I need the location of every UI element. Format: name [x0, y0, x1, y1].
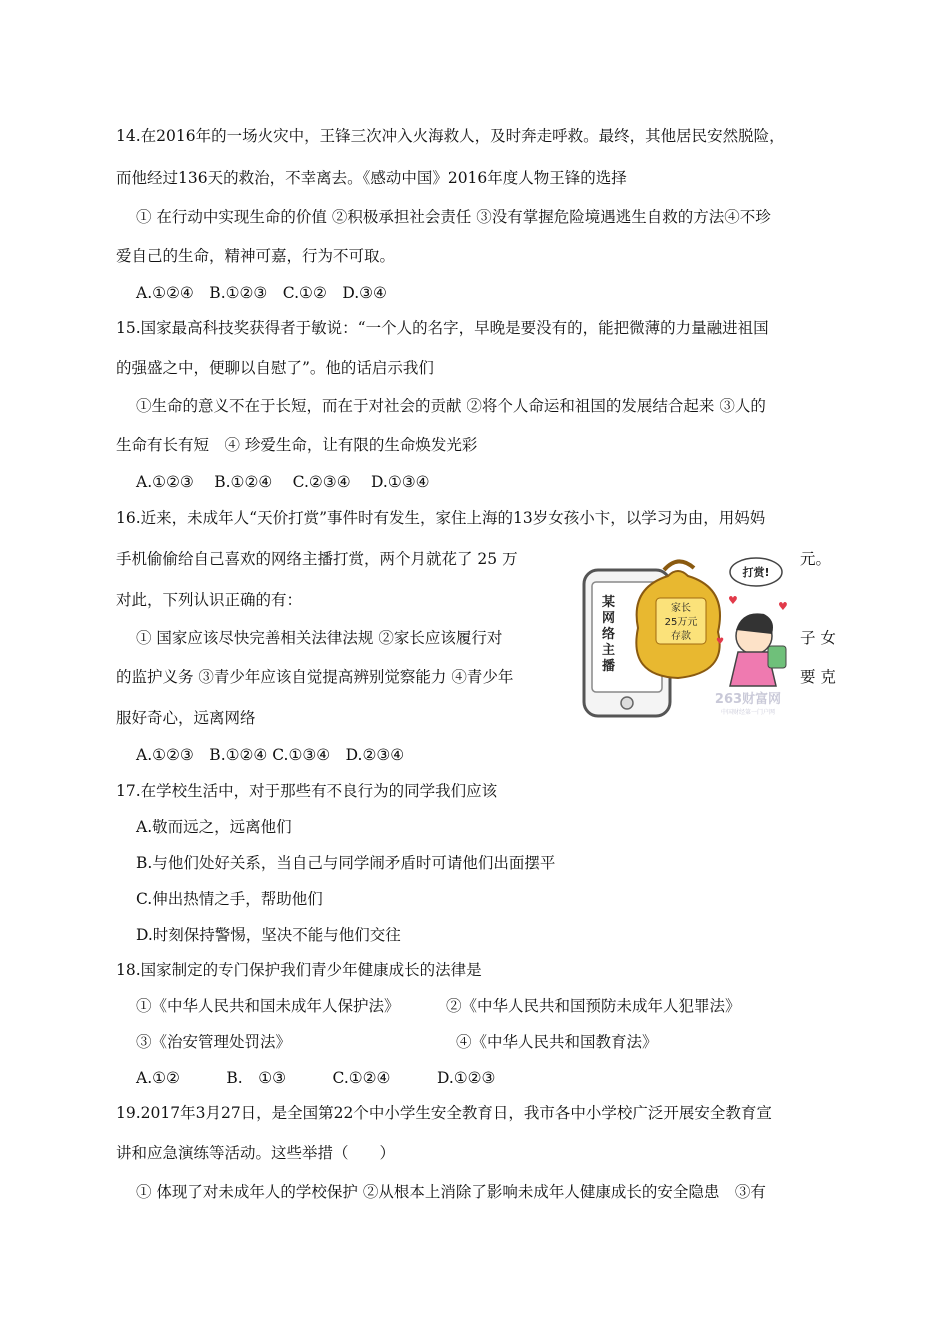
q16-line-2a: 手机偷偷给自己喜欢的网络主播打赏，两个月就花了 25 万: [116, 550, 518, 568]
bag-label-2: 25万元: [664, 617, 698, 628]
q18-options: A.①② B. ①③ C.①②④ D.①②③: [136, 1069, 496, 1087]
cartoon-svg: [578, 548, 796, 720]
heart-icon: ♥: [778, 600, 788, 613]
q17-option-c: C.伸出热情之手，帮助他们: [136, 890, 323, 908]
q14-line-3: ① 在行动中实现生命的价值 ②积极承担社会责任 ③没有掌握危险境遇逃生自救的方法④不珍: [136, 208, 771, 226]
watermark-sub: 中国财经第一门户网: [720, 709, 776, 716]
speech-text: 打赏!: [742, 566, 770, 579]
q16-line-1: 16.近来，未成年人“天价打赏”事件时有发生，家住上海的13岁女孩小卞，以学习为由，用妈妈: [116, 509, 766, 527]
q17-option-b: B.与他们处好关系，当自己与同学闹矛盾时可请他们出面摆平: [136, 854, 556, 872]
q16-line-4a: ① 国家应该尽快完善相关法律法规 ②家长应该履行对: [136, 629, 503, 647]
q14-options: A.①②④ B.①②③ C.①② D.③④: [136, 284, 387, 302]
q17-option-d: D.时刻保持警惕，坚决不能与他们交往: [136, 926, 401, 944]
q14-line-2: 而他经过136天的救治，不幸离去。《感动中国》2016年度人物王锋的选择: [116, 169, 627, 187]
q18-item-1: ①《中华人民共和国未成年人保护法》: [136, 997, 400, 1015]
q19-line-3: ① 体现了对未成年人的学校保护 ②从根本上消除了影响未成年人健康成长的安全隐患 ③有: [136, 1183, 766, 1201]
q15-line-4: 生命有长有短 ④ 珍爱生命，让有限的生命焕发光彩: [116, 436, 478, 454]
q16-line-2b: 元。: [800, 550, 832, 568]
q14-line-1: 14.在2016年的一场火灾中，王锋三次冲入火海救人，及时奔走呼救。最终，其他居民安然脱险，: [116, 127, 785, 145]
q15-options: A.①②③ B.①②④ C.②③④ D.①③④: [136, 473, 430, 491]
phone-label: 某网络主播: [602, 595, 616, 674]
q17-option-a: A.敬而远之，远离他们: [136, 818, 292, 836]
q16-options: A.①②③ B.①②④ C.①③④ D.②③④: [136, 746, 405, 764]
q14-line-4: 爱自己的生命，精神可嘉，行为不可取。: [116, 247, 396, 265]
heart-icon: ♥: [716, 637, 725, 647]
cartoon-illustration: [578, 548, 796, 720]
q19-line-1: 19.2017年3月27日，是全国第22个中小学生安全教育日，我市各中小学校广泛开展安全教育宣: [116, 1104, 772, 1122]
q18-stem: 18.国家制定的专门保护我们青少年健康成长的法律是: [116, 961, 482, 979]
phone-home-button: [621, 697, 633, 709]
q16-line-5b: 要 克: [800, 668, 836, 686]
bag-tie: [664, 561, 694, 570]
girl-backpack: [768, 646, 786, 668]
q18-item-3: ③《治安管理处罚法》: [136, 1033, 292, 1051]
q16-line-3: 对此，下列认识正确的有：: [116, 591, 303, 609]
watermark: 263财富网: [714, 692, 782, 707]
bag-label-3: 存款: [671, 631, 691, 642]
q16-line-5a: 的监护义务 ③青少年应该自觉提高辨别觉察能力 ④青少年: [116, 668, 514, 686]
q18-item-2: ②《中华人民共和国预防未成年人犯罪法》: [446, 997, 741, 1015]
q16-line-6: 服好奇心，远离网络: [116, 709, 256, 727]
heart-icon: ♥: [728, 594, 738, 607]
q15-line-1: 15.国家最高科技奖获得者于敏说：“一个人的名字，早晚是要没有的，能把微薄的力量融进祖国: [116, 319, 769, 337]
bag-label-1: 家长: [671, 603, 691, 614]
q17-stem: 17.在学校生活中，对于那些有不良行为的同学我们应该: [116, 782, 498, 800]
q19-line-2: 讲和应急演练等活动。这些举措（ ）: [116, 1144, 396, 1162]
q15-line-2: 的强盛之中，便聊以自慰了”。他的话启示我们: [116, 359, 434, 377]
q15-line-3: ①生命的意义不在于长短，而在于对社会的贡献 ②将个人命运和祖国的发展结合起来 ③人的: [136, 397, 766, 415]
q18-item-4: ④《中华人民共和国教育法》: [456, 1033, 658, 1051]
q16-line-4b: 子 女: [800, 629, 836, 647]
